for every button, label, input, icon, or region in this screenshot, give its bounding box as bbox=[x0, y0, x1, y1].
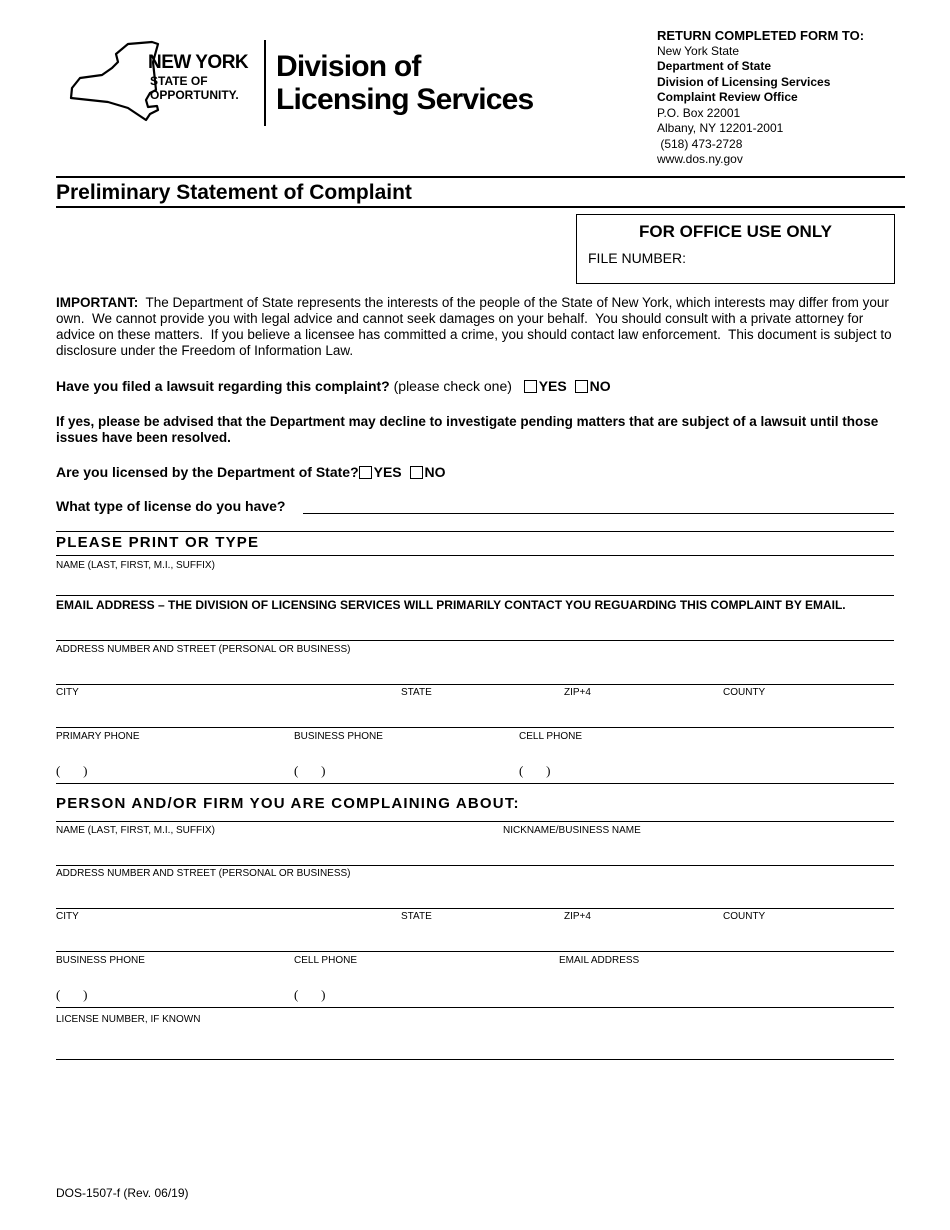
rule bbox=[56, 640, 894, 641]
rule bbox=[56, 821, 894, 822]
rule bbox=[56, 727, 894, 728]
rule bbox=[56, 783, 894, 784]
return-address bbox=[657, 28, 864, 168]
file-number-label: FILE NUMBER: bbox=[588, 250, 687, 266]
complainant-city-field[interactable] bbox=[56, 700, 894, 726]
respondent-cell-phone-label: CELL PHONE bbox=[294, 955, 357, 966]
respondent-name-label: NAME (LAST, FIRST, M.I., SUFFIX) bbox=[56, 825, 215, 836]
respondent-city-label: CITY bbox=[56, 911, 79, 922]
rule bbox=[56, 684, 894, 685]
lawsuit-no-label: NO bbox=[589, 378, 611, 394]
complainant-state-label: STATE bbox=[401, 687, 432, 698]
respondent-zip-label: ZIP+4 bbox=[564, 911, 591, 922]
respondent-email-field[interactable] bbox=[559, 985, 894, 1005]
respondent-address-field[interactable] bbox=[56, 881, 894, 907]
lawsuit-yes-checkbox[interactable] bbox=[524, 380, 537, 393]
important-notice bbox=[56, 295, 894, 359]
complainant-section-title: PLEASE PRINT OR TYPE bbox=[56, 534, 260, 551]
license-number-field[interactable] bbox=[56, 1028, 894, 1058]
return-line: New York State bbox=[657, 43, 740, 58]
respondent-business-phone-area-code[interactable]: ( ) bbox=[56, 987, 88, 1002]
respondent-nickname-label: NICKNAME/BUSINESS NAME bbox=[503, 825, 641, 836]
primary-phone-area-code[interactable]: ( ) bbox=[56, 763, 88, 778]
rule bbox=[56, 595, 894, 596]
complainant-name-field[interactable] bbox=[56, 573, 894, 593]
division-name-line2: Licensing Services bbox=[276, 83, 534, 116]
complainant-email-label: EMAIL ADDRESS – THE DIVISION OF LICENSING SERVICES WILL PRIMARILY CONTACT YOU REGUARDING THIS COMPLAINT BY EMAIL. bbox=[56, 598, 846, 612]
office-use-box bbox=[576, 214, 895, 284]
complainant-address-field[interactable] bbox=[56, 657, 894, 683]
complainant-cell-phone-label: CELL PHONE bbox=[519, 731, 582, 742]
complainant-primary-phone-label: PRIMARY PHONE bbox=[56, 731, 140, 742]
complainant-county-label: COUNTY bbox=[723, 687, 766, 698]
complainant-city-label: CITY bbox=[56, 687, 79, 698]
licensed-no-checkbox[interactable] bbox=[410, 466, 423, 479]
return-line: Division of Licensing Services bbox=[657, 74, 831, 89]
return-heading: RETURN COMPLETED FORM TO: bbox=[657, 28, 865, 43]
licensed-question bbox=[56, 464, 446, 480]
licensed-yes-checkbox[interactable] bbox=[359, 466, 372, 479]
rule bbox=[56, 865, 894, 866]
rule bbox=[56, 555, 894, 556]
rule bbox=[56, 531, 894, 532]
form-code: DOS-1507-f (Rev. 06/19) bbox=[56, 1186, 189, 1200]
license-type-field[interactable] bbox=[303, 513, 894, 514]
ny-wordmark-line3: OPPORTUNITY. bbox=[150, 88, 239, 102]
respondent-section-title: PERSON AND/OR FIRM YOU ARE COMPLAINING ABOUT: bbox=[56, 795, 520, 812]
respondent-business-phone-label: BUSINESS PHONE bbox=[56, 955, 145, 966]
licensed-no-label: NO bbox=[424, 464, 446, 480]
lawsuit-yes-label: YES bbox=[538, 378, 567, 394]
nys-logo bbox=[68, 38, 538, 133]
lawsuit-question bbox=[56, 378, 611, 394]
respondent-state-label: STATE bbox=[401, 911, 432, 922]
complainant-address-label: ADDRESS NUMBER AND STREET (PERSONAL OR BUSINESS) bbox=[56, 644, 351, 655]
important-label: IMPORTANT: bbox=[56, 295, 139, 310]
return-website: www.dos.ny.gov bbox=[657, 152, 743, 166]
rule bbox=[56, 951, 894, 952]
lawsuit-question-text: Have you filed a lawsuit regarding this complaint? bbox=[56, 378, 390, 394]
rule bbox=[56, 908, 894, 909]
lawsuit-hint: (please check one) bbox=[389, 378, 516, 394]
ny-wordmark-line1: NEW YORK bbox=[148, 52, 249, 73]
important-text: The Department of State represents the interests of the people of the State of New York, which interests may differ from your own. We cannot provide you with legal advice and cannot seek damages on your behalf. You should consult with a private attorney for advice on these matters. If you believe a licensee has committed a crime, you should contact law enforcement. This document is subject to disclosure under the Freedom of Information Law. bbox=[56, 295, 896, 358]
cell-phone-area-code[interactable]: ( ) bbox=[519, 763, 551, 778]
licensed-yes-label: YES bbox=[373, 464, 402, 480]
respondent-cell-phone-area-code[interactable]: ( ) bbox=[294, 987, 326, 1002]
lawsuit-advisory: If yes, please be advised that the Department may decline to investigate pending matters that are subject of a lawsuit until those issues have been resolved. bbox=[56, 414, 879, 445]
title-rule-bottom bbox=[56, 206, 905, 208]
division-name-line1: Division of bbox=[276, 50, 421, 83]
rule bbox=[56, 1007, 894, 1008]
respondent-name-field[interactable] bbox=[56, 838, 894, 864]
licensed-question-text: Are you licensed by the Department of State? bbox=[56, 464, 359, 480]
complainant-name-label: NAME (LAST, FIRST, M.I., SUFFIX) bbox=[56, 560, 215, 571]
respondent-email-label: EMAIL ADDRESS bbox=[559, 955, 640, 966]
title-rule-top bbox=[56, 176, 905, 178]
ny-wordmark-line2: STATE OF bbox=[150, 74, 208, 88]
return-line: Albany, NY 12201-2001 bbox=[657, 121, 784, 135]
complainant-zip-label: ZIP+4 bbox=[564, 687, 591, 698]
respondent-county-label: COUNTY bbox=[723, 911, 766, 922]
page-title: Preliminary Statement of Complaint bbox=[56, 181, 412, 204]
license-type-question: What type of license do you have? bbox=[56, 498, 286, 514]
return-line: P.O. Box 22001 bbox=[657, 105, 741, 120]
office-use-title: FOR OFFICE USE ONLY bbox=[638, 222, 832, 241]
return-line: Department of State bbox=[657, 59, 772, 73]
logo-divider bbox=[264, 40, 266, 126]
license-number-label: LICENSE NUMBER, IF KNOWN bbox=[56, 1014, 201, 1025]
return-line: (518) 473-2728 bbox=[657, 136, 743, 151]
respondent-city-field[interactable] bbox=[56, 924, 894, 950]
rule bbox=[56, 1059, 894, 1060]
lawsuit-no-checkbox[interactable] bbox=[575, 380, 588, 393]
return-line: Complaint Review Office bbox=[657, 90, 798, 104]
business-phone-area-code[interactable]: ( ) bbox=[294, 763, 326, 778]
respondent-address-label: ADDRESS NUMBER AND STREET (PERSONAL OR BUSINESS) bbox=[56, 868, 351, 879]
complainant-email-field[interactable] bbox=[56, 615, 894, 639]
complainant-business-phone-label: BUSINESS PHONE bbox=[294, 731, 383, 742]
